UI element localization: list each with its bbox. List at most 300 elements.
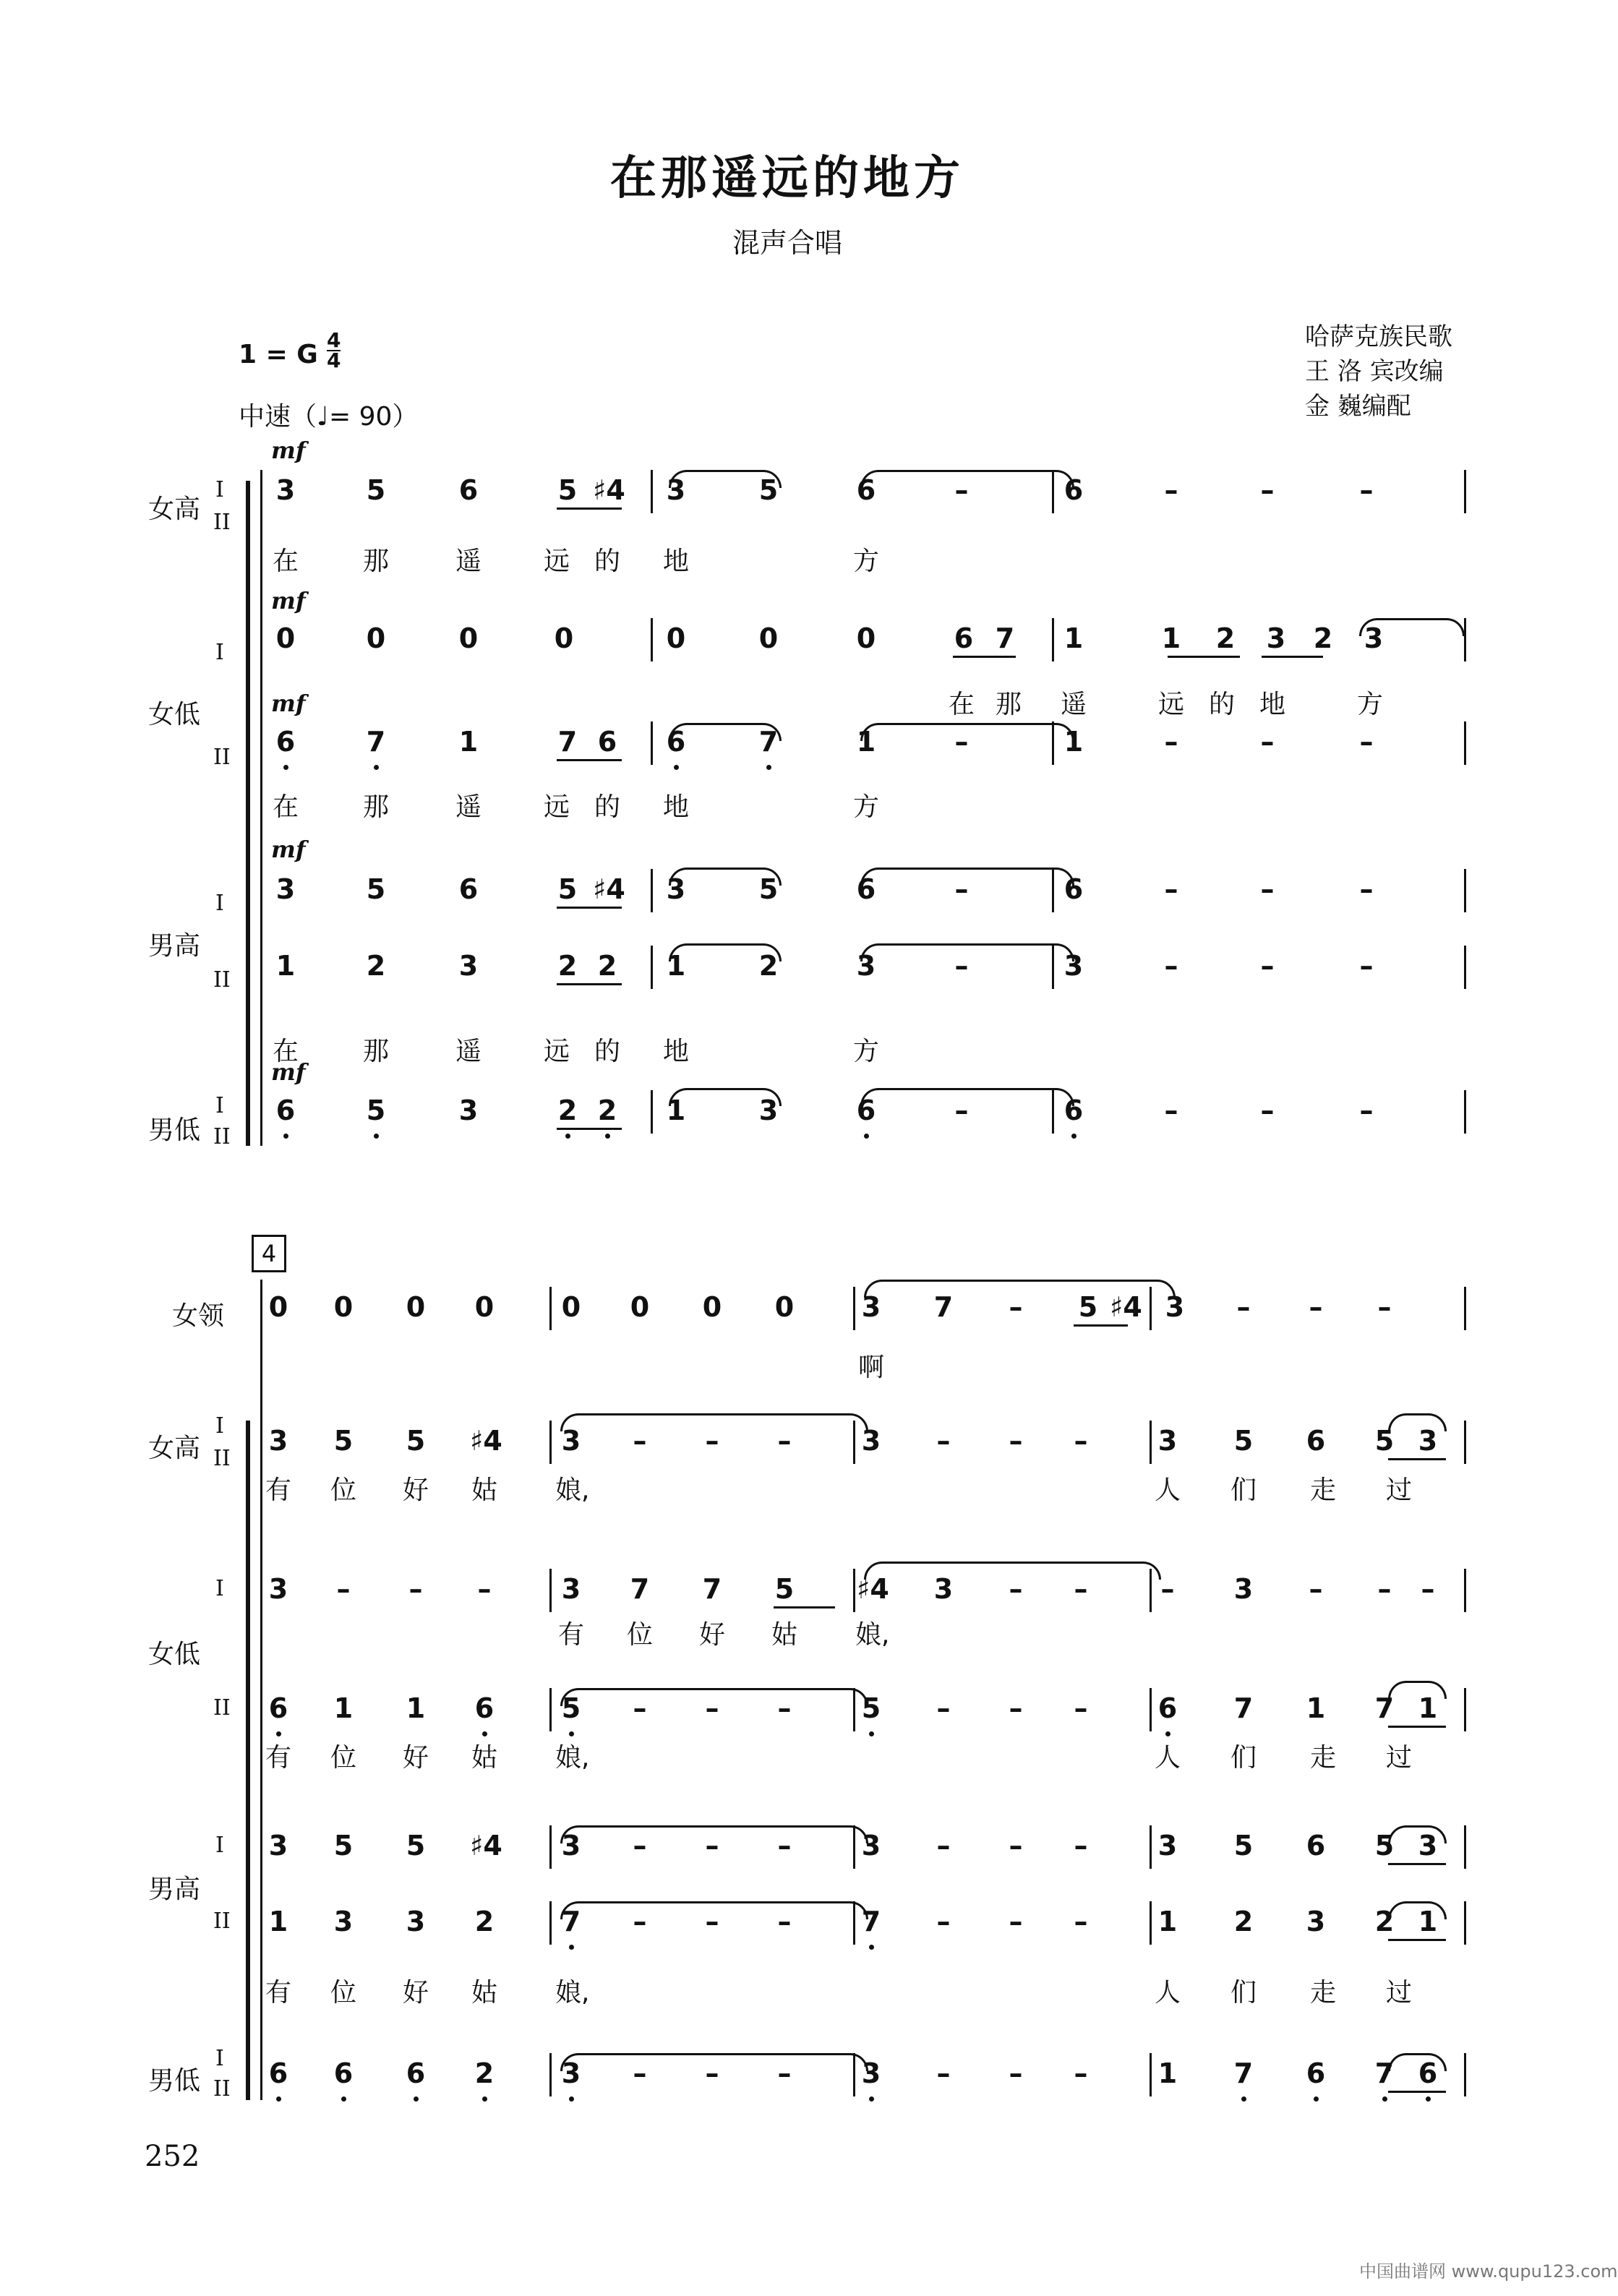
- s1-tie: [860, 943, 1074, 961]
- watermark-text: 中国曲谱网 www.qupu123.com: [1359, 2261, 1618, 2282]
- s1-start-bar: [260, 470, 262, 1146]
- s1-octave-dot: [565, 1134, 570, 1139]
- s2-underline: [1388, 2091, 1446, 2093]
- s1-alto1-note: 0: [856, 622, 876, 654]
- s1-tenor2-note: 2: [758, 950, 779, 982]
- s1-bass-note: –: [1260, 1095, 1275, 1126]
- roman-s1-t1: I: [215, 891, 224, 916]
- s1-tenor1-note: 5: [758, 873, 779, 905]
- s2-soprano-note: 5: [1233, 1425, 1254, 1457]
- s1-alto1-lyric: 那: [995, 690, 1022, 719]
- s2-lyric: 过: [1385, 1475, 1412, 1505]
- s1-octave-dot: [864, 1134, 869, 1139]
- s1-tenor1-note: 6: [1063, 873, 1084, 905]
- time-signature: [327, 328, 341, 372]
- s2-tenor1-note: 5: [406, 1830, 426, 1862]
- s1-tenor1-note: 6: [856, 873, 876, 905]
- s2-bass-note: 6: [268, 2057, 288, 2089]
- s1-soprano-note: –: [1164, 474, 1178, 506]
- s1-soprano-note: ♯4: [593, 474, 625, 506]
- s1-alto1-lyric: 远: [1157, 690, 1184, 719]
- s2-bass-note: –: [1009, 2057, 1023, 2089]
- s2-soprano-note: –: [936, 1425, 951, 1457]
- s2-tenor1-note: 5: [1374, 1830, 1395, 1862]
- s2-lead-note: 0: [702, 1291, 722, 1323]
- roman-s2-t2: II: [213, 1909, 231, 1934]
- s2-bass-note: –: [1074, 2057, 1088, 2089]
- s1-barline: [1464, 1090, 1466, 1134]
- s2-lyric: 走: [1309, 1743, 1336, 1773]
- s2-barline: [1150, 1825, 1152, 1869]
- s2-lyric: 有: [265, 1743, 291, 1773]
- s2-alto1-note: 7: [702, 1573, 722, 1605]
- s2-bass-note: 6: [333, 2057, 354, 2089]
- s2-barline: [1464, 1688, 1466, 1731]
- s1-tie: [860, 868, 1074, 886]
- s1-underline: [557, 983, 622, 985]
- s2-barline: [1150, 2053, 1152, 2096]
- s2-tie: [560, 1825, 868, 1843]
- s2-lyric: 好: [402, 1475, 429, 1505]
- s2-bass-note: –: [633, 2057, 647, 2089]
- s1-tenor2-note: 3: [1063, 950, 1084, 982]
- s2-lyric: 人: [1154, 1978, 1181, 2008]
- s1-barline: [651, 1090, 653, 1134]
- s1-alto1-note: 0: [758, 622, 779, 654]
- s2-barline: [1464, 1825, 1466, 1869]
- s1-bass-note: 3: [458, 1095, 479, 1126]
- s2-alto2-note: 7: [1374, 1692, 1395, 1724]
- s1-lyric: 的: [594, 792, 620, 822]
- s2-tie: [1388, 1825, 1447, 1843]
- s2-octave-dot: [569, 1731, 574, 1736]
- s1-alto2-note: 7: [366, 726, 386, 758]
- roman-s2-t1: I: [215, 1833, 224, 1858]
- s1-tie: [669, 723, 782, 741]
- s1-tenor2-note: 3: [458, 950, 479, 982]
- s2-alto1-note: 3: [933, 1573, 954, 1605]
- s1-alto1-note: 1: [1161, 622, 1181, 654]
- s1-alto1-dynamic: mf: [271, 587, 306, 614]
- s2-lead-note: ♯4: [1110, 1291, 1142, 1323]
- s2-tie: [1388, 1413, 1447, 1431]
- s2-octave-dot: [1314, 2096, 1319, 2102]
- s2-underline: [1388, 1863, 1446, 1865]
- s2-system-bracket: [246, 1421, 250, 2100]
- s2-barline: [549, 2053, 552, 2096]
- label-alto-2: 女低: [148, 1640, 201, 1669]
- s1-alto1-note: 0: [366, 622, 386, 654]
- s1-lyric: 那: [362, 547, 389, 576]
- s1-soprano-note: –: [1359, 474, 1374, 506]
- s2-barline: [1150, 1421, 1152, 1464]
- roman-s2-a1: I: [215, 1576, 224, 1601]
- s2-tenor2-note: 2: [474, 1906, 495, 1937]
- roman-s2-s2: II: [213, 1446, 231, 1471]
- s2-alto1-note: –: [336, 1573, 351, 1605]
- s2-alto2-note: –: [633, 1692, 647, 1724]
- s2-alto1-note: 5: [774, 1573, 795, 1605]
- s2-octave-dot: [1382, 2096, 1387, 2102]
- s2-alto2-note: –: [705, 1692, 719, 1724]
- s2-start-bar: [260, 1280, 262, 2100]
- roman-s2-b2: II: [213, 2076, 231, 2102]
- s1-underline: [557, 507, 622, 510]
- s1-tie: [860, 1088, 1074, 1106]
- credit-orchestrator: 金 巍编配: [1305, 392, 1411, 421]
- s1-lyric: 远: [543, 547, 570, 576]
- s1-underline: [557, 907, 622, 909]
- s1-alto1-note: 2: [1215, 622, 1236, 654]
- s2-lead-note: 7: [933, 1291, 954, 1323]
- s2-tie: [560, 1688, 868, 1706]
- s1-tenor1-note: 3: [666, 873, 686, 905]
- s2-octave-dot: [276, 2096, 281, 2102]
- s2-alto1-note: –: [477, 1573, 492, 1605]
- s2-lead-note: –: [1009, 1291, 1023, 1323]
- s2-tenor2-note: 1: [1157, 1906, 1178, 1937]
- s2-lead-lyric: 啊: [857, 1353, 884, 1382]
- s1-tenor1-dynamic: mf: [271, 836, 306, 863]
- s2-alto2-note: –: [1009, 1692, 1023, 1724]
- s2-alto2-note: –: [777, 1692, 792, 1724]
- s1-bass-note: 5: [366, 1095, 386, 1126]
- s2-alto1-note: –: [408, 1573, 423, 1605]
- s2-tenor1-note: 3: [561, 1830, 581, 1862]
- s1-tenor1-note: ♯4: [593, 873, 625, 905]
- s2-underline: [1388, 1726, 1446, 1728]
- s2-alto1-note: 3: [268, 1573, 288, 1605]
- s2-lead-note: 0: [561, 1291, 581, 1323]
- s2-bass-note: 3: [861, 2057, 881, 2089]
- s2-tenor1-note: –: [633, 1830, 647, 1862]
- s2-alto2-note: 6: [474, 1692, 495, 1724]
- s2-octave-dot: [869, 1731, 874, 1736]
- s2-alto2-note: 6: [268, 1692, 288, 1724]
- s2-octave-dot: [1426, 2096, 1431, 2102]
- s1-tenor2-note: –: [1164, 950, 1178, 982]
- s2-lyric: 好: [402, 1978, 429, 2008]
- s1-soprano-note: 6: [458, 474, 479, 506]
- s1-octave-dot: [283, 1134, 288, 1139]
- s2-tenor1-note: 3: [1418, 1830, 1438, 1862]
- roman-s1-a2: II: [213, 745, 231, 770]
- s2-lyric: 位: [330, 1978, 356, 2008]
- page-subtitle: 混声合唱: [732, 227, 842, 259]
- s1-alto2-note: 6: [275, 726, 296, 758]
- s1-alto1-lyric: 地: [1259, 690, 1285, 719]
- s2-tenor2-note: –: [705, 1906, 719, 1937]
- s2-barline: [1464, 1287, 1466, 1330]
- s2-tenor2-note: 3: [406, 1906, 426, 1937]
- s2-lyric: 们: [1230, 1978, 1257, 2008]
- s2-tenor1-note: –: [1074, 1830, 1088, 1862]
- s1-alto1-note: 0: [554, 622, 574, 654]
- s2-octave-dot: [341, 2096, 346, 2102]
- s1-bass-note: 1: [666, 1095, 686, 1126]
- s1-underline: [557, 759, 622, 761]
- s1-tenor1-note: 6: [458, 873, 479, 905]
- s1-bass-note: –: [1359, 1095, 1374, 1126]
- s1-lyric: 地: [662, 792, 689, 822]
- s2-tie: [864, 1562, 1161, 1580]
- s2-lead-note: –: [1236, 1291, 1251, 1323]
- s1-alto1-note: 6: [954, 622, 974, 654]
- s1-lyric: 方: [852, 792, 879, 822]
- s2-alto1-note: –: [1421, 1573, 1435, 1605]
- s2-lyric: 过: [1385, 1743, 1412, 1773]
- s2-lead-note: 0: [774, 1291, 795, 1323]
- s2-barline: [549, 1421, 552, 1464]
- s1-lyric: 遥: [455, 792, 481, 822]
- s2-underline: [1388, 1458, 1446, 1460]
- s1-bass-note: 3: [758, 1095, 779, 1126]
- s1-alto2-note: 7: [758, 726, 779, 758]
- s2-alto1-note: 7: [630, 1573, 650, 1605]
- s1-barline: [651, 470, 653, 513]
- s2-tie: [560, 1413, 868, 1431]
- s1-tenor2-note: 3: [856, 950, 876, 982]
- s1-lyric: 方: [852, 547, 879, 576]
- roman-s1-b2: II: [213, 1124, 231, 1149]
- s1-alto2-note: 1: [1063, 726, 1084, 758]
- label-bass-2: 男低: [148, 2066, 201, 2096]
- s1-lyric: 远: [543, 1037, 570, 1066]
- s2-lyric: 人: [1154, 1743, 1181, 1773]
- s2-tenor2-note: 3: [333, 1906, 354, 1937]
- s2-lyric: 姑: [471, 1978, 497, 2008]
- s2-bass-note: 6: [1418, 2057, 1438, 2089]
- s2-tenor1-note: –: [1009, 1830, 1023, 1862]
- s2-bass-note: 3: [561, 2057, 581, 2089]
- s2-tenor2-note: 3: [1306, 1906, 1326, 1937]
- s2-lyric: 姑: [471, 1743, 497, 1773]
- s1-tenor2-note: 2: [557, 950, 578, 982]
- s1-octave-dot: [674, 765, 679, 770]
- s2-alto2-note: 6: [1157, 1692, 1178, 1724]
- s2-alto1-note: –: [1009, 1573, 1023, 1605]
- s1-barline: [651, 618, 653, 661]
- s1-lyric: 在: [272, 1037, 299, 1066]
- s1-tenor1-note: –: [954, 873, 969, 905]
- s1-barline: [1464, 721, 1466, 765]
- s2-octave-dot: [869, 1945, 874, 1950]
- label-bass: 男低: [148, 1115, 201, 1145]
- s2-tenor2-note: –: [1009, 1906, 1023, 1937]
- s2-alto1-note: –: [1074, 1573, 1088, 1605]
- s2-octave-dot: [276, 1731, 281, 1736]
- s1-soprano-note: –: [1260, 474, 1275, 506]
- s2-lyric: 们: [1230, 1743, 1257, 1773]
- s1-alto2-dynamic: mf: [271, 690, 306, 717]
- s2-lyric: 位: [330, 1743, 356, 1773]
- s1-bass-note: –: [1164, 1095, 1178, 1126]
- s2-alto1-note: 3: [1233, 1573, 1254, 1605]
- s1-alto1-note: 1: [1063, 622, 1084, 654]
- time-signature-bottom: 4: [327, 348, 341, 372]
- s2-octave-dot: [482, 2096, 487, 2102]
- s2-barline: [1464, 2053, 1466, 2096]
- s1-underline: [953, 656, 1016, 658]
- s2-barline: [1464, 1421, 1466, 1464]
- s1-barline: [1464, 618, 1466, 661]
- s1-lyric: 的: [594, 547, 620, 576]
- s2-tenor2-note: –: [633, 1906, 647, 1937]
- s1-underline: [1168, 656, 1240, 658]
- s2-octave-dot: [1241, 2096, 1246, 2102]
- s2-tenor1-note: –: [936, 1830, 951, 1862]
- s1-lyric: 遥: [455, 1037, 481, 1066]
- s2-lyric: 娘,: [555, 1978, 590, 2008]
- tempo-marking: 中速（♩= 90）: [239, 402, 419, 432]
- s1-alto2-note: 6: [666, 726, 686, 758]
- s2-alto1-note: –: [1377, 1573, 1392, 1605]
- label-alto: 女低: [148, 700, 201, 729]
- s1-underline: [557, 1128, 622, 1130]
- s1-alto1-note: 0: [275, 622, 296, 654]
- s1-tenor2-note: –: [1260, 950, 1275, 982]
- s2-tenor1-note: –: [777, 1830, 792, 1862]
- s2-barline: [853, 1569, 855, 1612]
- s2-tie: [560, 1901, 868, 1919]
- s2-tenor1-note: 5: [333, 1830, 354, 1862]
- s2-lyric: 好: [402, 1743, 429, 1773]
- s2-lyric: 娘,: [555, 1743, 590, 1773]
- s2-alto1-lyric: 有: [557, 1620, 584, 1650]
- credit-arranger: 王 洛 宾改编: [1305, 357, 1444, 386]
- s1-soprano-note: 6: [1063, 474, 1084, 506]
- s2-alto2-note: 1: [1418, 1692, 1438, 1724]
- s2-alto1-lyric: 姑: [771, 1620, 797, 1650]
- s2-alto2-note: 1: [333, 1692, 354, 1724]
- s2-octave-dot: [569, 1945, 574, 1950]
- s2-octave-dot: [569, 2096, 574, 2102]
- s2-tenor2-note: 7: [861, 1906, 881, 1937]
- s1-octave-dot: [374, 1134, 379, 1139]
- s2-bass-note: –: [777, 2057, 792, 2089]
- s2-barline: [549, 1901, 552, 1945]
- s2-soprano-note: 3: [1418, 1425, 1438, 1457]
- s1-octave-dot: [1071, 1134, 1076, 1139]
- s1-tie: [860, 470, 1074, 488]
- s1-octave-dot: [374, 765, 379, 770]
- rehearsal-mark: 4: [252, 1235, 286, 1272]
- s2-lyric: 有: [265, 1978, 291, 2008]
- s2-lead-note: –: [1309, 1291, 1323, 1323]
- s1-tenor2-note: 1: [275, 950, 296, 982]
- label-tenor: 男高: [148, 931, 201, 961]
- s2-alto2-note: 5: [861, 1692, 881, 1724]
- s2-barline: [1464, 1569, 1466, 1612]
- s1-lyric: 那: [362, 792, 389, 822]
- s2-tenor2-note: –: [936, 1906, 951, 1937]
- s2-barline: [549, 1569, 552, 1612]
- s2-soprano-note: 3: [268, 1425, 288, 1457]
- s1-bass-dynamic: mf: [271, 1058, 306, 1086]
- s2-underline: [774, 1606, 835, 1609]
- credit-origin: 哈萨克族民歌: [1305, 322, 1452, 351]
- s2-tenor1-note: 5: [1233, 1830, 1254, 1862]
- s1-lyric: 遥: [455, 547, 481, 576]
- s2-tie: [1388, 1681, 1447, 1699]
- s2-lead-note: –: [1377, 1291, 1392, 1323]
- s2-lead-note: 3: [1165, 1291, 1185, 1323]
- s1-barline: [651, 946, 653, 989]
- s2-alto2-note: 5: [561, 1692, 581, 1724]
- s2-soprano-note: –: [633, 1425, 647, 1457]
- s1-tenor1-note: 5: [366, 873, 386, 905]
- s1-lyric: 在: [272, 792, 299, 822]
- s2-barline: [853, 1287, 855, 1330]
- roman-s1-b1: I: [215, 1093, 224, 1118]
- s2-lyric: 过: [1385, 1978, 1412, 2008]
- s1-soprano-note: 6: [856, 474, 876, 506]
- s1-tenor1-note: 3: [275, 873, 296, 905]
- s1-alto1-note: 2: [1313, 622, 1333, 654]
- s2-barline: [1150, 1901, 1152, 1945]
- s2-barline: [1464, 1901, 1466, 1945]
- s1-soprano-dynamic: mf: [271, 437, 306, 464]
- s2-soprano-note: 5: [1374, 1425, 1395, 1457]
- s2-barline: [549, 1688, 552, 1731]
- time-signature-top: 4: [327, 328, 341, 352]
- s1-tie: [669, 470, 782, 488]
- s2-lyric: 有: [265, 1475, 291, 1505]
- s2-soprano-note: 3: [861, 1425, 881, 1457]
- s2-tenor2-note: 7: [561, 1906, 581, 1937]
- s1-alto2-note: –: [1260, 726, 1275, 758]
- s1-tenor2-note: 2: [597, 950, 617, 982]
- s2-bass-note: –: [936, 2057, 951, 2089]
- s2-soprano-note: –: [705, 1425, 719, 1457]
- s2-lead-note: 0: [474, 1291, 495, 1323]
- s2-soprano-note: –: [1009, 1425, 1023, 1457]
- page-number: 252: [145, 2140, 200, 2173]
- s2-bass-note: 2: [474, 2057, 495, 2089]
- s2-soprano-note: 5: [406, 1425, 426, 1457]
- s1-alto1-lyric: 在: [948, 690, 975, 719]
- s1-tenor2-note: 2: [366, 950, 386, 982]
- s1-lyric: 那: [362, 1037, 389, 1066]
- s1-tie: [1359, 618, 1465, 636]
- s2-lead-note: 0: [630, 1291, 650, 1323]
- s1-tenor1-note: 5: [557, 873, 578, 905]
- s2-lead-note: 0: [333, 1291, 354, 1323]
- s1-alto1-note: 0: [666, 622, 686, 654]
- s2-barline: [549, 1287, 552, 1330]
- s1-barline: [1052, 618, 1054, 661]
- s2-bass-note: 7: [1233, 2057, 1254, 2089]
- s1-tenor1-note: –: [1164, 873, 1178, 905]
- s2-lyric: 娘,: [555, 1475, 590, 1505]
- s1-tie: [860, 723, 1074, 741]
- s1-barline: [1464, 470, 1466, 513]
- s2-bass-note: 1: [1157, 2057, 1178, 2089]
- s2-lyric: 们: [1230, 1475, 1257, 1505]
- s2-lead-note: 5: [1078, 1291, 1098, 1323]
- roman-s2-b1: I: [215, 2046, 224, 2071]
- s1-bass-note: –: [954, 1095, 969, 1126]
- s1-soprano-note: 5: [557, 474, 578, 506]
- s2-alto1-note: ♯4: [857, 1573, 889, 1605]
- s1-bass-note: 6: [1063, 1095, 1084, 1126]
- s1-bass-note: 6: [275, 1095, 296, 1126]
- s2-tenor1-note: 6: [1306, 1830, 1326, 1862]
- s2-alto2-note: 1: [406, 1692, 426, 1724]
- s1-bass-note: 6: [856, 1095, 876, 1126]
- s2-alto1-lyric: 位: [626, 1620, 653, 1650]
- s2-lead-note: 3: [861, 1291, 881, 1323]
